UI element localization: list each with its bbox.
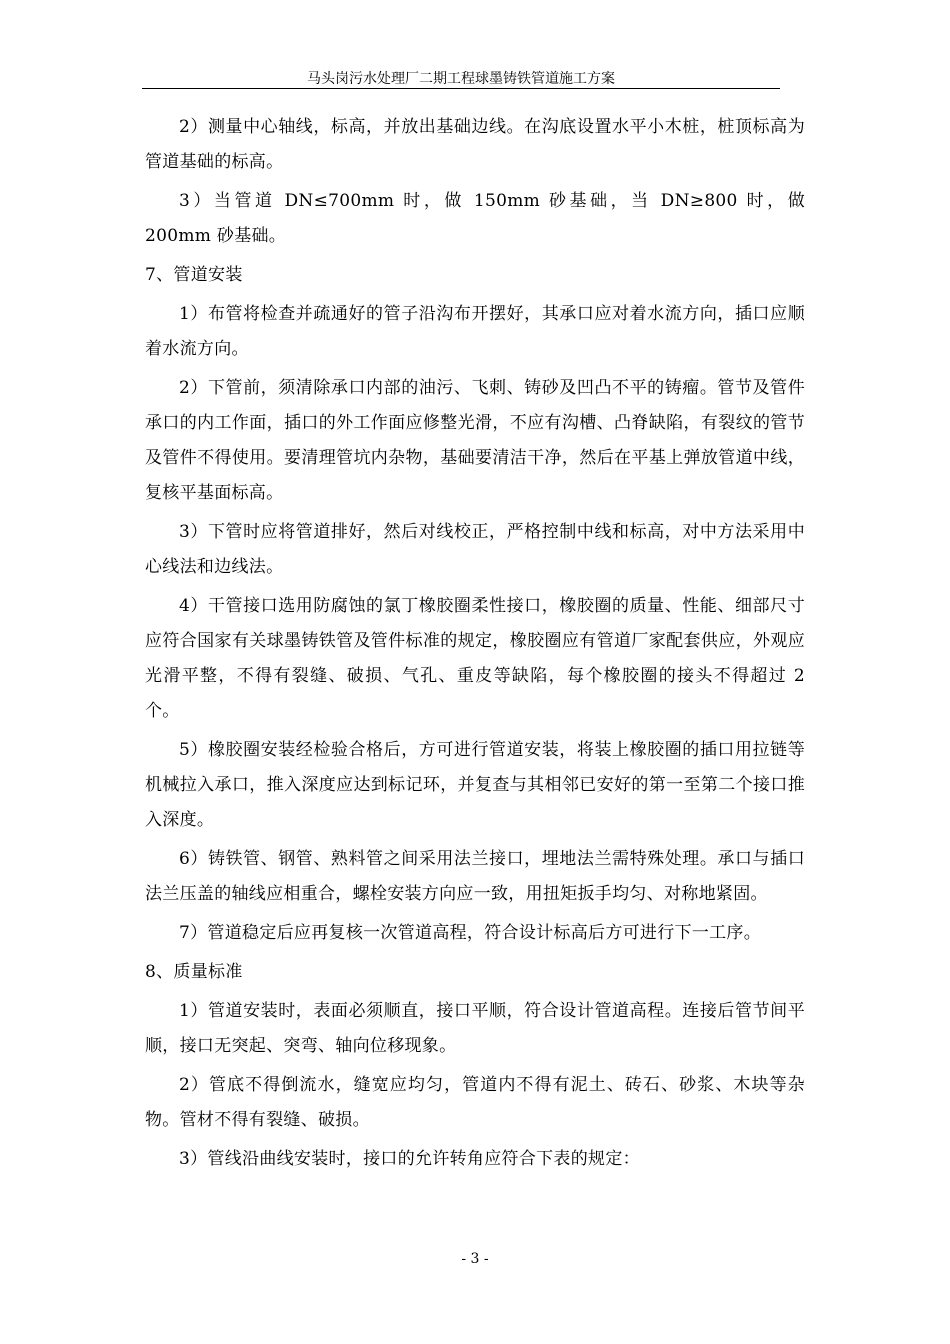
page-footer <box>0 1250 950 1268</box>
paragraph: 6）铸铁管、钢管、熟料管之间采用法兰接口，埋地法兰需特殊处理。承口与插口法兰压盖的轴线应相重合，螺栓安装方向应一致，用扭矩扳手均匀、对称地紧固。 <box>145 849 805 904</box>
section-heading-pipe-installation: 7、管道安装 <box>145 265 243 285</box>
header-divider <box>142 88 780 89</box>
paragraph: 2）管底不得倒流水，缝宽应均匀，管道内不得有泥土、砖石、砂浆、木块等杂物。管材不得有裂缝、破损。 <box>145 1075 805 1130</box>
paragraph: 2）测量中心轴线，标高，并放出基础边线。在沟底设置水平小木桩，桩顶标高为管道基础的标高。 <box>145 117 805 172</box>
page-number: - 3 - <box>461 1251 489 1267</box>
paragraph: 3）下管时应将管道排好，然后对线校正，严格控制中线和标高，对中方法采用中心线法和边线法。 <box>145 522 805 577</box>
paragraph: 1）布管将检查并疏通好的管子沿沟布开摆好，其承口应对着水流方向，插口应顺着水流方向。 <box>145 304 805 359</box>
document-body <box>145 110 805 1181</box>
paragraph: 3）管线沿曲线安装时，接口的允许转角应符合下表的规定： <box>179 1149 640 1169</box>
section-heading-quality-standard: 8、质量标准 <box>145 962 243 982</box>
paragraph: 7）管道稳定后应再复核一次管道高程，符合设计标高后方可进行下一工序。 <box>179 923 762 943</box>
paragraph: 4）干管接口选用防腐蚀的氯丁橡胶圈柔性接口，橡胶圈的质量、性能、细部尺寸应符合国家有关球墨铸铁管及管件标准的规定，橡胶圈应有管道厂家配套供应，外观应光滑平整，不得有裂缝、破损、气孔、重皮等缺陷，每个橡胶圈的接头不得超过 2 个。 <box>145 596 805 721</box>
header-title: 马头岗污水处理厂二期工程球墨铸铁管道施工方案 <box>307 71 615 87</box>
paragraph: 2）下管前，须清除承口内部的油污、飞刺、铸砂及凹凸不平的铸瘤。管节及管件承口的内工作面，插口的外工作面应修整光滑，不应有沟槽、凸脊缺陷，有裂纹的管节及管件不得使用。要清理管坑内杂物，基础要清洁干净，然后在平基上弹放管道中线，复核平基面标高。 <box>145 378 805 503</box>
paragraph: 1）管道安装时，表面必须顺直，接口平顺，符合设计管道高程。连接后管节间平顺，接口无突起、突弯、轴向位移现象。 <box>145 1001 805 1056</box>
paragraph: 3）当管道 DN≤700mm 时，做 150mm 砂基础，当 DN≥800 时，做 200mm 砂基础。 <box>145 191 805 246</box>
paragraph: 5）橡胶圈安装经检验合格后，方可进行管道安装，将装上橡胶圈的插口用拉链等机械拉入承口，推入深度应达到标记环，并复查与其相邻已安好的第一至第二个接口推入深度。 <box>145 740 805 830</box>
